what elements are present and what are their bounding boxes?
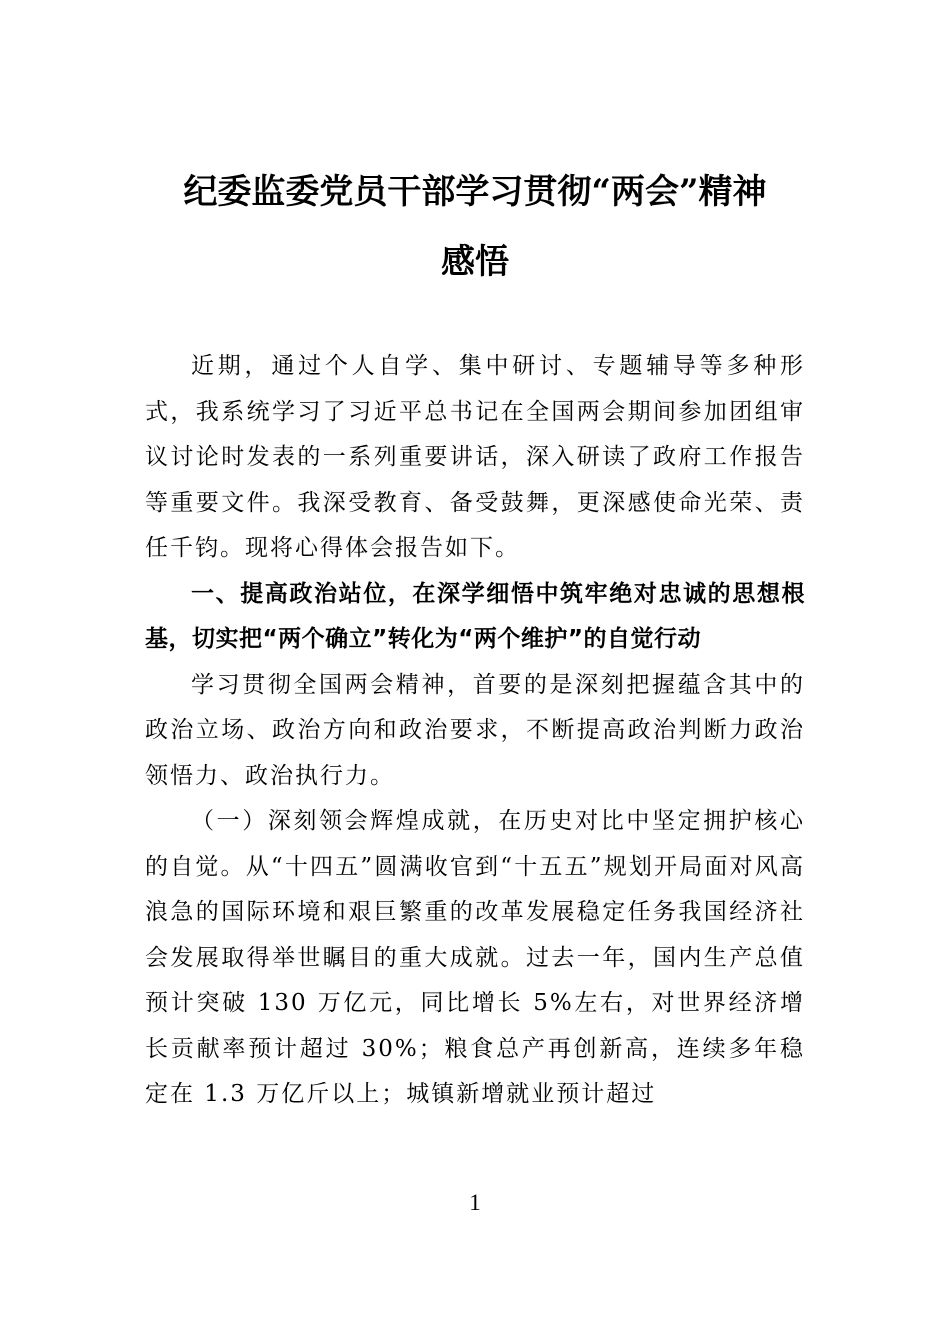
document-title-line-1: 纪委监委党员干部学习贯彻“两会”精神 (183, 172, 767, 212)
section-1-paragraph: 学习贯彻全国两会精神，首要的是深刻把握蕴含其中的政治立场、政治方向和政治要求，不断提高政治判断力政治领悟力、政治执行力。 (145, 671, 805, 789)
section-heading-1: 一、提高政治站位，在深学细悟中筑牢绝对忠诚的思想根基，切实把“两个确立”转化为“两个维护”的自觉行动 (145, 580, 805, 652)
page-number: 1 (469, 1190, 481, 1215)
document-body (145, 344, 805, 1118)
intro-paragraph: 近期，通过个人自学、集中研讨、专题辅导等多种形式，我系统学习了习近平总书记在全国两会期间参加团组审议讨论时发表的一系列重要讲话，深入研读了政府工作报告等重要文件。我深受教育、备受鼓舞，更深感使命光荣、责任千钧。现将心得体会报告如下。 (145, 353, 805, 561)
document-title-line-2: 感悟 (441, 242, 509, 282)
subsection-1-paragraph: （一）深刻领会辉煌成就，在历史对比中坚定拥护核心的自觉。从“十四五”圆满收官到“十五五”规划开局面对风高浪急的国际环境和艰巨繁重的改革发展稳定任务我国经济社会发展取得举世瞩目的重大成就。过去一年，国内生产总值预计突破 130 万亿元，同比增长 5%左右，对世界经济增长贡献率预计超过 30%；粮食总产再创新高，连续多年稳定在 1.3 万亿斤以上；城镇新增就业预计超过 (145, 808, 805, 1107)
